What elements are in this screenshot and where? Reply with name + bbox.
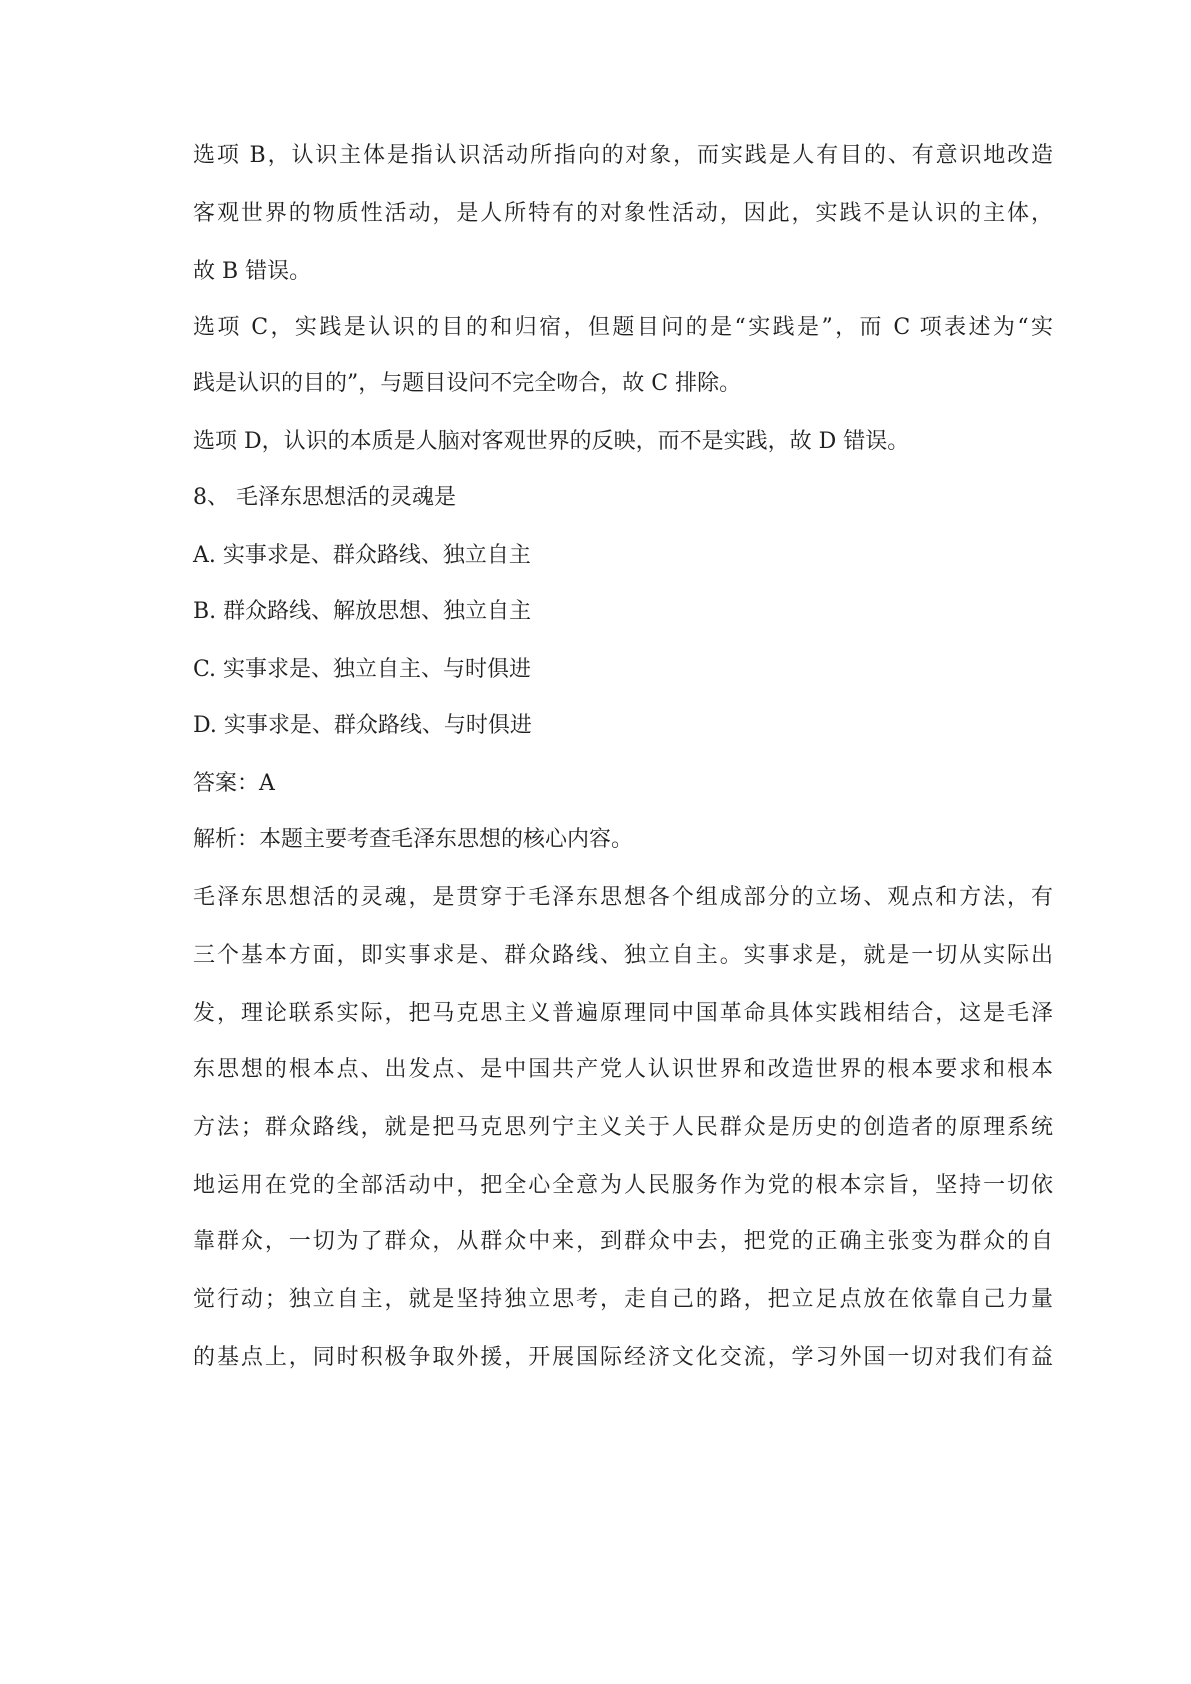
paragraph-line: 践是认识的目的”，与题目设问不完全吻合，故 C 排除。 xyxy=(193,371,742,396)
paragraph-line: 东思想的根本点、出发点、是中国共产党人认识世界和改造世界的根本要求和根本 xyxy=(193,1057,1053,1082)
paragraph-line: 选项 B，认识主体是指认识活动所指向的对象，而实践是人有目的、有意识地改造 xyxy=(193,143,1053,168)
choice-b: B. 群众路线、解放思想、独立自主 xyxy=(193,599,532,624)
paragraph-line: 故 B 错误。 xyxy=(193,259,312,284)
question-text: 8、 毛泽东思想活的灵魂是 xyxy=(193,485,456,510)
paragraph-line: 三个基本方面，即实事求是、群众路线、独立自主。实事求是，就是一切从实际出 xyxy=(193,943,1053,968)
paragraph-line: 觉行动；独立自主，就是坚持独立思考，走自己的路，把立足点放在依靠自己力量 xyxy=(193,1287,1053,1312)
paragraph-line: 毛泽东思想活的灵魂，是贯穿于毛泽东思想各个组成部分的立场、观点和方法，有 xyxy=(193,885,1053,910)
analysis-intro: 解析：本题主要考查毛泽东思想的核心内容。 xyxy=(193,827,634,852)
paragraph-line: 的基点上，同时积极争取外援，开展国际经济文化交流，学习外国一切对我们有益 xyxy=(193,1345,1053,1370)
paragraph-line: 地运用在党的全部活动中，把全心全意为人民服务作为党的根本宗旨，坚持一切依 xyxy=(193,1173,1053,1198)
paragraph-line: 方法；群众路线，就是把马克思列宁主义关于人民群众是历史的创造者的原理系统 xyxy=(193,1115,1053,1140)
choice-a: A. 实事求是、群众路线、独立自主 xyxy=(193,543,531,568)
paragraph-line: 发，理论联系实际，把马克思主义普遍原理同中国革命具体实践相结合，这是毛泽 xyxy=(193,1001,1053,1026)
paragraph-line: 靠群众，一切为了群众，从群众中来，到群众中去，把党的正确主张变为群众的自 xyxy=(193,1229,1053,1254)
choice-d: D. 实事求是、群众路线、与时俱进 xyxy=(193,713,532,738)
paragraph-line: 客观世界的物质性活动，是人所特有的对象性活动，因此，实践不是认识的主体， xyxy=(193,201,1053,226)
paragraph-line: 选项 D，认识的本质是人脑对客观世界的反映，而不是实践，故 D 错误。 xyxy=(193,429,910,454)
answer-line: 答案：A xyxy=(193,771,275,796)
paragraph-line: 选项 C，实践是认识的目的和归宿，但题目问的是“实践是”，而 C 项表述为“实 xyxy=(193,315,1053,340)
choice-c: C. 实事求是、独立自主、与时俱进 xyxy=(193,657,532,682)
